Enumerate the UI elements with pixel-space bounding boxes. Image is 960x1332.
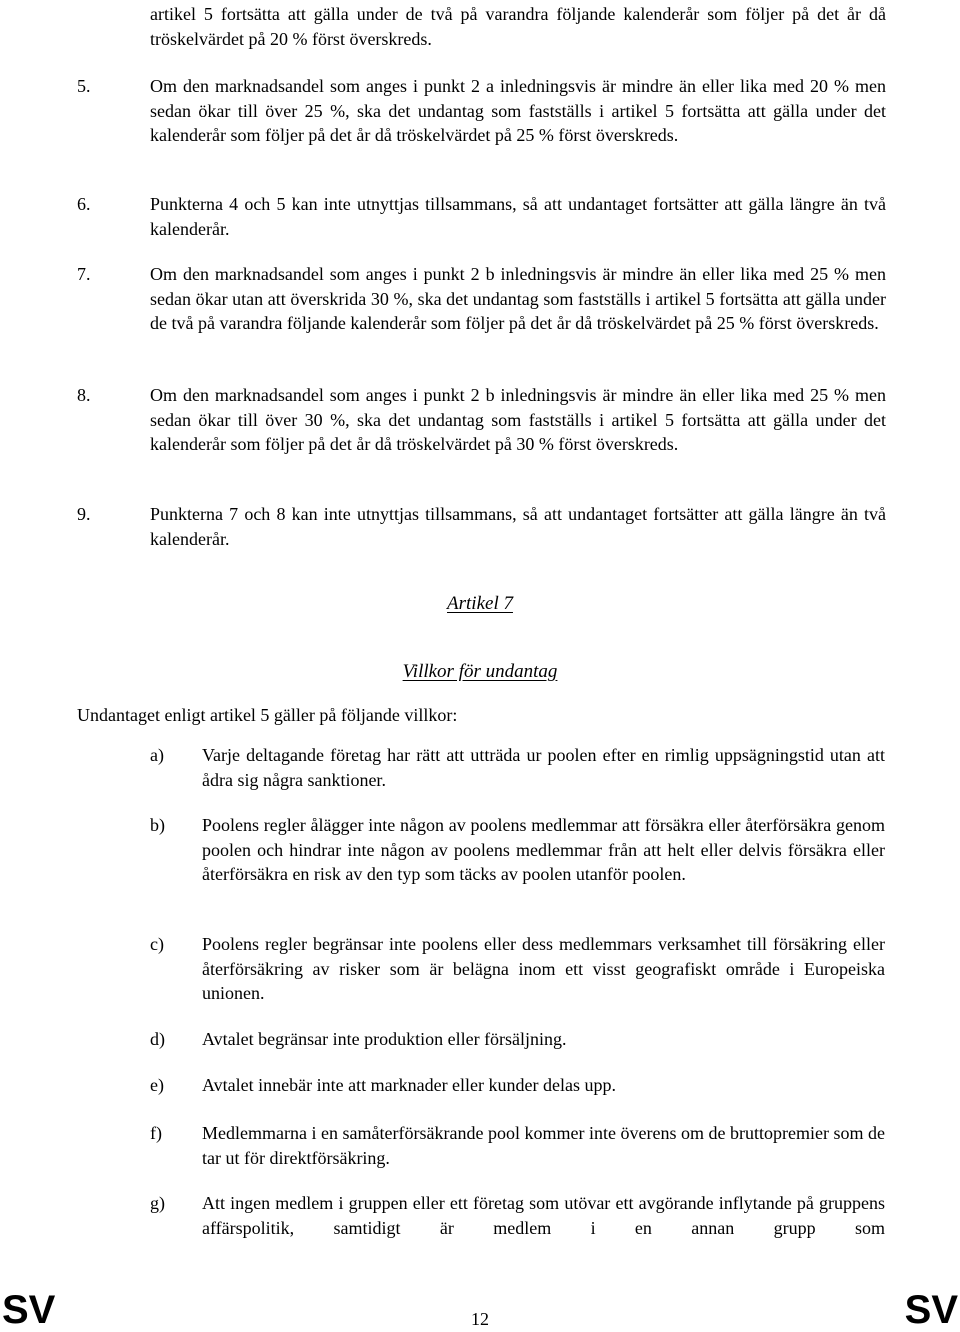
article-subtitle: Villkor för undantag bbox=[402, 661, 558, 682]
paragraph-9: Punkterna 7 och 8 kan inte utnyttjas tillsammans, så att undantaget fortsätter att gälla längre än två kalenderår. bbox=[150, 504, 886, 549]
paragraph-5: Om den marknadsandel som anges i punkt 2 a inledningsvis är mindre än eller lika med 20 % men sedan ökar till över 25 %, ska det undantag som fastställs i artikel 5 fortsätta att gälla under det kalenderår som följer på det år då tröskelvärdet på 25 % först överskreds. bbox=[150, 76, 886, 145]
condition-b: Poolens regler ålägger inte någon av poolens medlemmar att försäkra eller återförsäkra genom poolen och hindrar inte någon av poolens medlemmar från att helt eller delvis försäkra eller återförsäkra en risk av den typ som täcks av poolen utanför poolen. bbox=[202, 815, 885, 884]
paragraph-7: Om den marknadsandel som anges i punkt 2 b inledningsvis är mindre än eller lika med 25 % men sedan ökar utan att överskrida 30 %, ska det undantag som fastställs i artikel 5 fortsätta att gälla under de två på varandra följande kalenderår som följer på det år då tröskelvärdet på 25 % först överskreds. bbox=[150, 264, 886, 333]
condition-letter-a: a) bbox=[150, 745, 164, 765]
condition-d: Avtalet begränsar inte produktion eller försäljning. bbox=[202, 1029, 567, 1049]
condition-c: Poolens regler begränsar inte poolens eller dess medlemmars verksamhet till försäkring eller återförsäkring av risker som är belägna inom ett visst geografiskt område i Europeiska unionen. bbox=[202, 934, 885, 1003]
condition-e: Avtalet innebär inte att marknader eller kunder delas upp. bbox=[202, 1075, 616, 1095]
paragraph-number-6: 6. bbox=[77, 194, 91, 214]
article-intro: Undantaget enligt artikel 5 gäller på följande villkor: bbox=[77, 705, 458, 725]
condition-f: Medlemmarna i en samåterförsäkrande pool kommer inte överens om de bruttopremier som de tar ut för direktförsäkring. bbox=[202, 1123, 885, 1168]
paragraph-6: Punkterna 4 och 5 kan inte utnyttjas tillsammans, så att undantaget fortsätter att gälla längre än två kalenderår. bbox=[150, 194, 886, 239]
condition-letter-c: c) bbox=[150, 934, 164, 954]
footer-language-code-right: SV bbox=[904, 1288, 958, 1332]
condition-letter-g: g) bbox=[150, 1193, 165, 1213]
paragraph-number-7: 7. bbox=[77, 264, 91, 284]
footer-language-code-left: SV bbox=[2, 1288, 56, 1332]
condition-a: Varje deltagande företag har rätt att utträda ur poolen efter en rimlig uppsägningstid utan att ådra sig några sanktioner. bbox=[202, 745, 885, 790]
condition-letter-f: f) bbox=[150, 1123, 162, 1143]
paragraph-8: Om den marknadsandel som anges i punkt 2 b inledningsvis är mindre än eller lika med 25 % men sedan ökar till över 30 %, ska det undantag som fastställs i artikel 5 fortsätta att gälla under det kalenderår som följer på det år då tröskelvärdet på 30 % först överskreds. bbox=[150, 385, 886, 454]
paragraph-number-9: 9. bbox=[77, 504, 91, 524]
condition-letter-d: d) bbox=[150, 1029, 165, 1049]
condition-letter-e: e) bbox=[150, 1075, 164, 1095]
paragraph-number-8: 8. bbox=[77, 385, 91, 405]
page-number: 12 bbox=[471, 1309, 489, 1329]
paragraph-4-continuation: artikel 5 fortsätta att gälla under de två på varandra följande kalenderår som följer på det år då tröskelvärdet på 20 % först överskreds. bbox=[150, 4, 886, 49]
article-title: Artikel 7 bbox=[447, 593, 513, 614]
condition-g: Att ingen medlem i gruppen eller ett företag som utövar ett avgörande inflytande på gruppens affärspolitik, samtidigt är medlem i en annan grupp som bbox=[202, 1193, 885, 1238]
paragraph-number-5: 5. bbox=[77, 76, 91, 96]
condition-letter-b: b) bbox=[150, 815, 165, 835]
